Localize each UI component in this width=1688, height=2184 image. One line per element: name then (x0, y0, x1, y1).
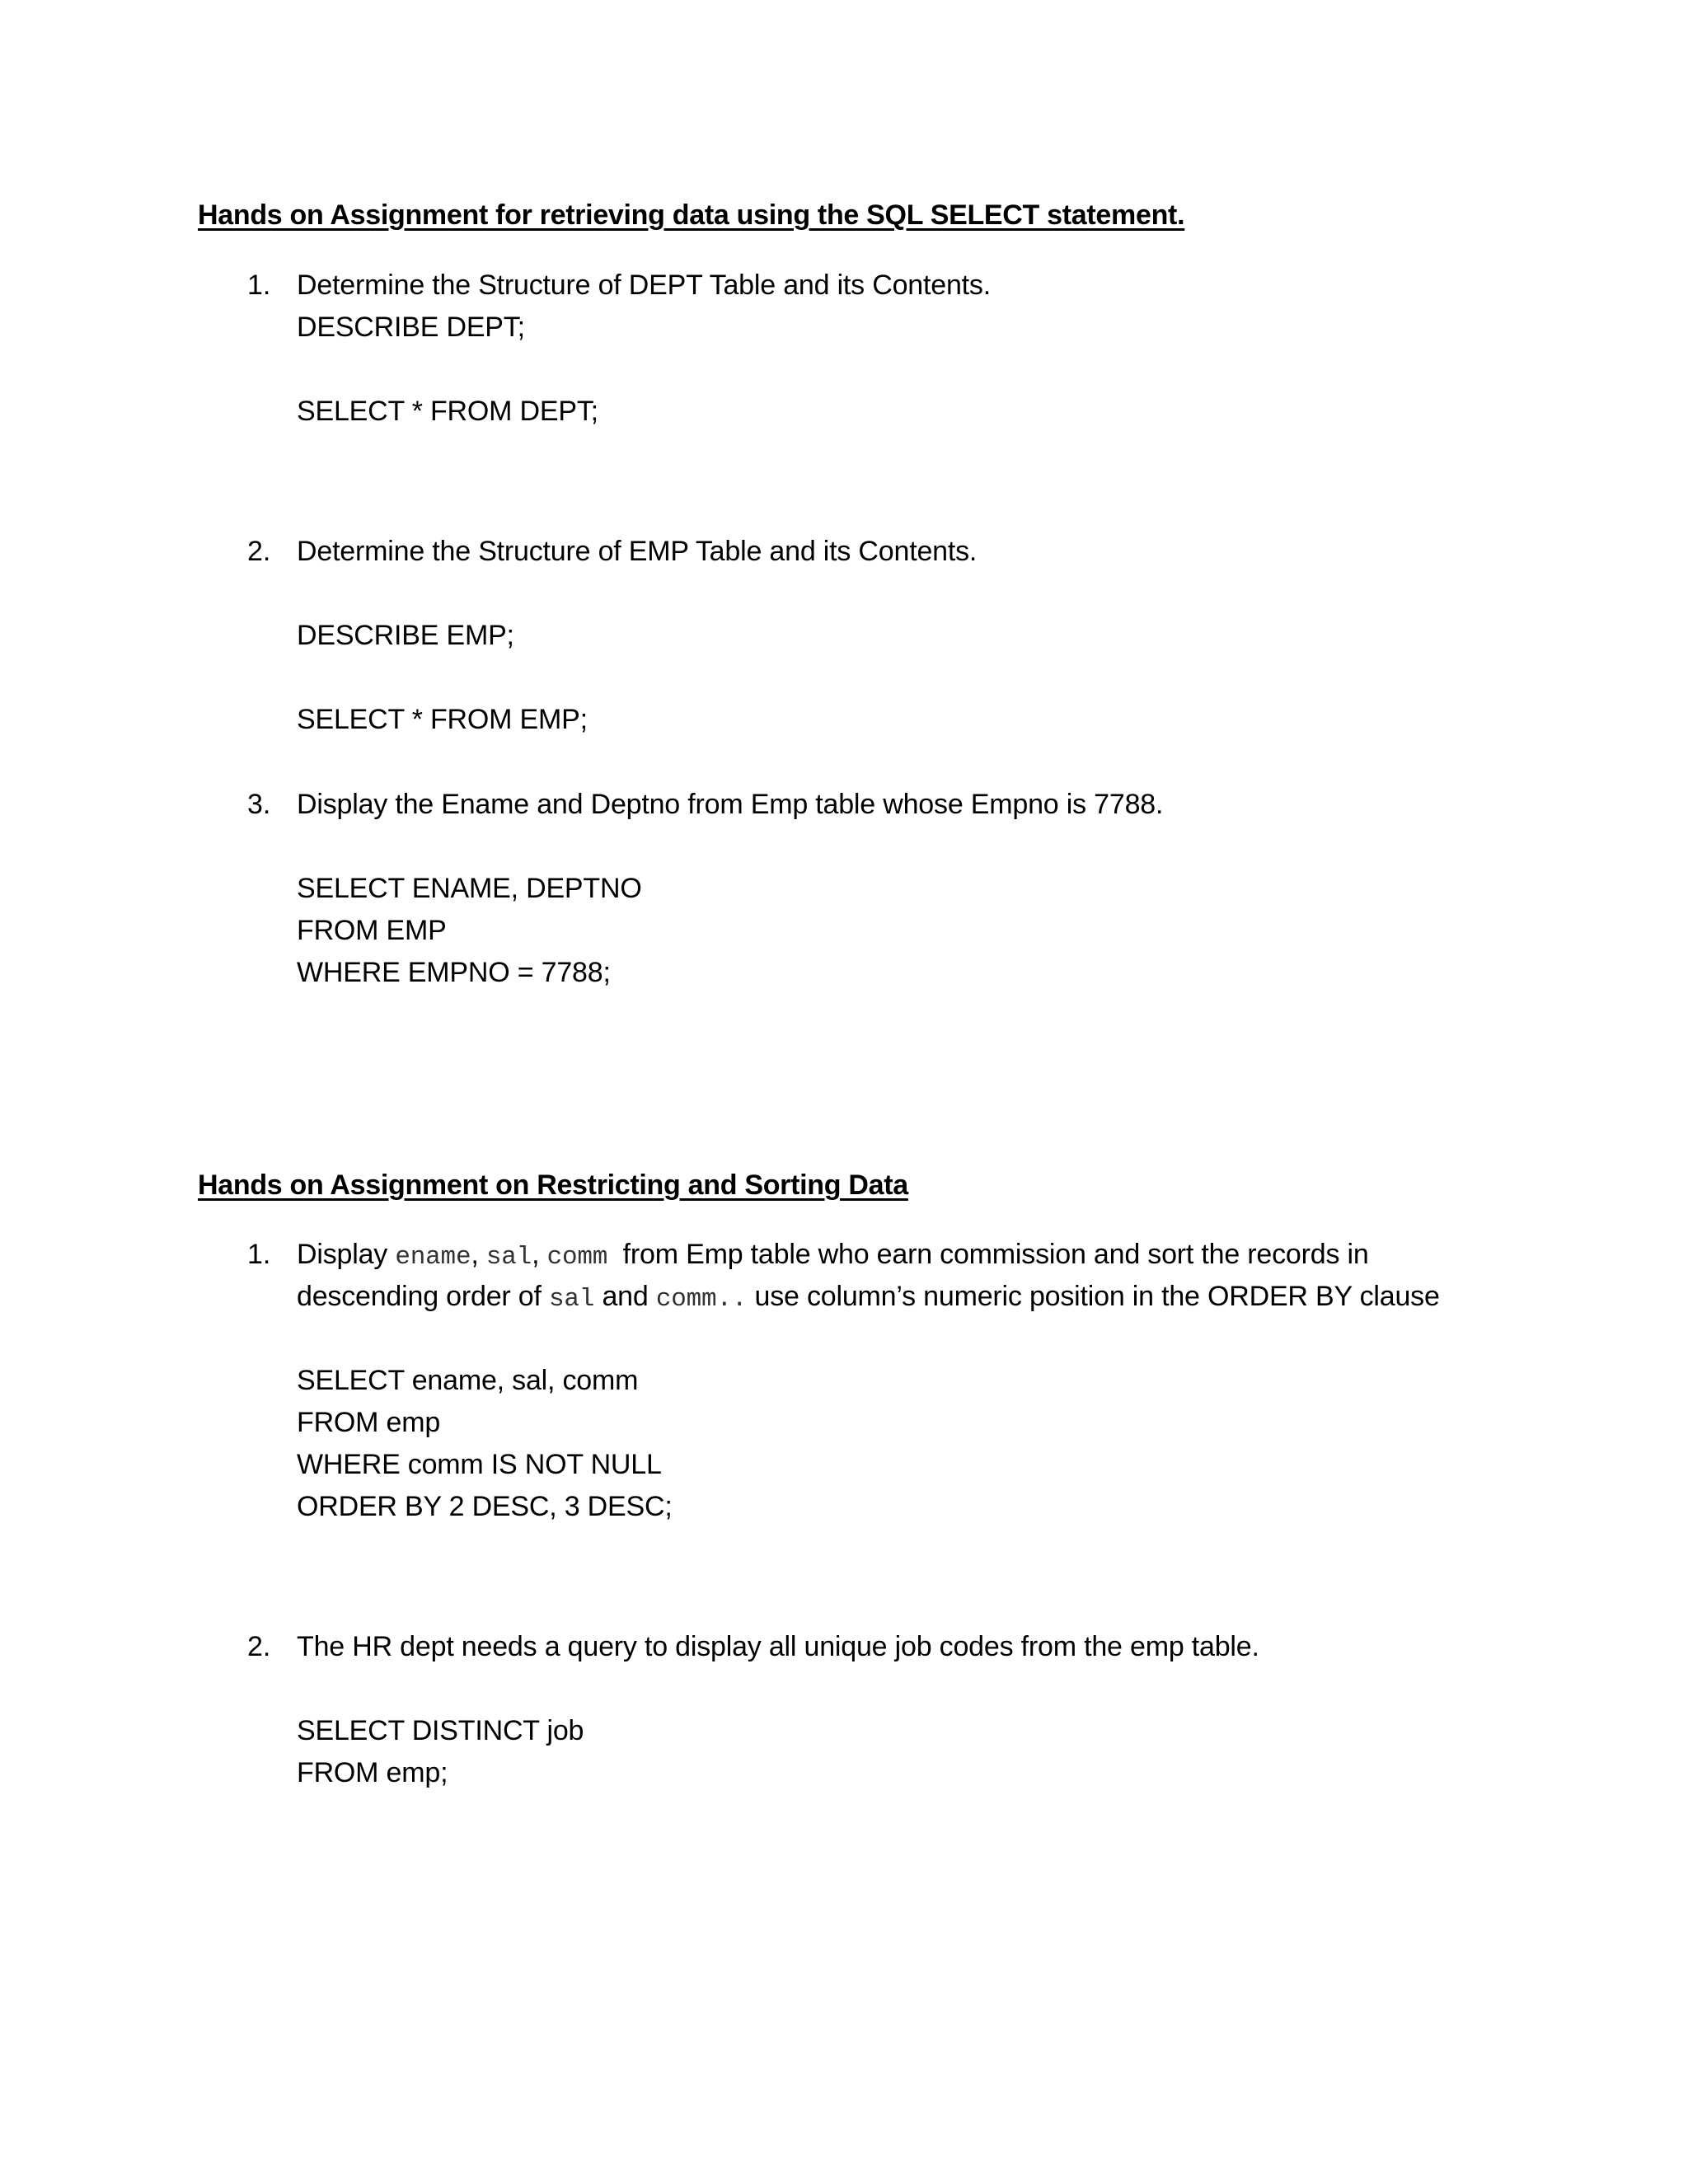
s2-item-1-code-line: SELECT ename, sal, comm (297, 1365, 639, 1396)
s1-item-1-code-line: SELECT * FROM DEPT; (297, 396, 598, 427)
column-name-code: ename (395, 1243, 471, 1272)
column-name-code: comm (546, 1243, 608, 1272)
s2-item-2-code-line: FROM emp; (297, 1757, 448, 1788)
s2-item-1-code-line: ORDER BY 2 DESC, 3 DESC; (297, 1491, 673, 1522)
column-name-code: sal (485, 1243, 532, 1272)
s1-item-1-number: 1. (247, 269, 271, 301)
question-text: Display (297, 1239, 396, 1270)
s2-item-1-code-line: FROM emp (297, 1407, 441, 1438)
section-1-heading: Hands on Assignment for retrieving data using the SQL SELECT statement. (198, 199, 1185, 231)
s1-item-2-question: Determine the Structure of EMP Table and its Contents. (297, 536, 978, 567)
question-text: , (471, 1239, 486, 1270)
s2-item-1-code-line: WHERE comm IS NOT NULL (297, 1449, 662, 1480)
question-text: descending order of (297, 1281, 549, 1312)
s1-item-1-question: Determine the Structure of DEPT Table and its Contents. (297, 269, 991, 301)
s1-item-2-code-line: DESCRIBE EMP; (297, 620, 514, 651)
column-name-code: comm.. (655, 1285, 748, 1314)
s1-item-3-code-line: WHERE EMPNO = 7788; (297, 957, 611, 988)
s1-item-2-code-line: SELECT * FROM EMP; (297, 704, 588, 735)
question-text: and (594, 1281, 656, 1312)
s1-item-3-question: Display the Ename and Deptno from Emp table whose Empno is 7788. (297, 789, 1164, 820)
s2-item-2-number: 2. (247, 1631, 271, 1662)
s1-item-2-number: 2. (247, 536, 271, 567)
s2-item-1-number: 1. (247, 1239, 271, 1270)
column-name-code: sal (549, 1285, 595, 1314)
s1-item-1-code-line: DESCRIBE DEPT; (297, 312, 525, 343)
question-text: , (532, 1239, 547, 1270)
s2-item-2-code-line: SELECT DISTINCT job (297, 1715, 584, 1746)
s1-item-3-number: 3. (247, 789, 271, 820)
section-2-heading: Hands on Assignment on Restricting and Sorting Data (198, 1169, 908, 1201)
s2-item-1-question-line-2 (297, 1282, 1440, 1312)
question-text: from Emp table who earn commission and sort the records in (607, 1239, 1369, 1270)
s2-item-1-question-line-1 (297, 1240, 1369, 1270)
question-text: use column’s numeric position in the ORDER BY clause (747, 1281, 1440, 1312)
s1-item-3-code-line: FROM EMP (297, 915, 447, 946)
s1-item-3-code-line: SELECT ENAME, DEPTNO (297, 873, 642, 904)
s2-item-2-question: The HR dept needs a query to display all unique job codes from the emp table. (297, 1631, 1259, 1662)
